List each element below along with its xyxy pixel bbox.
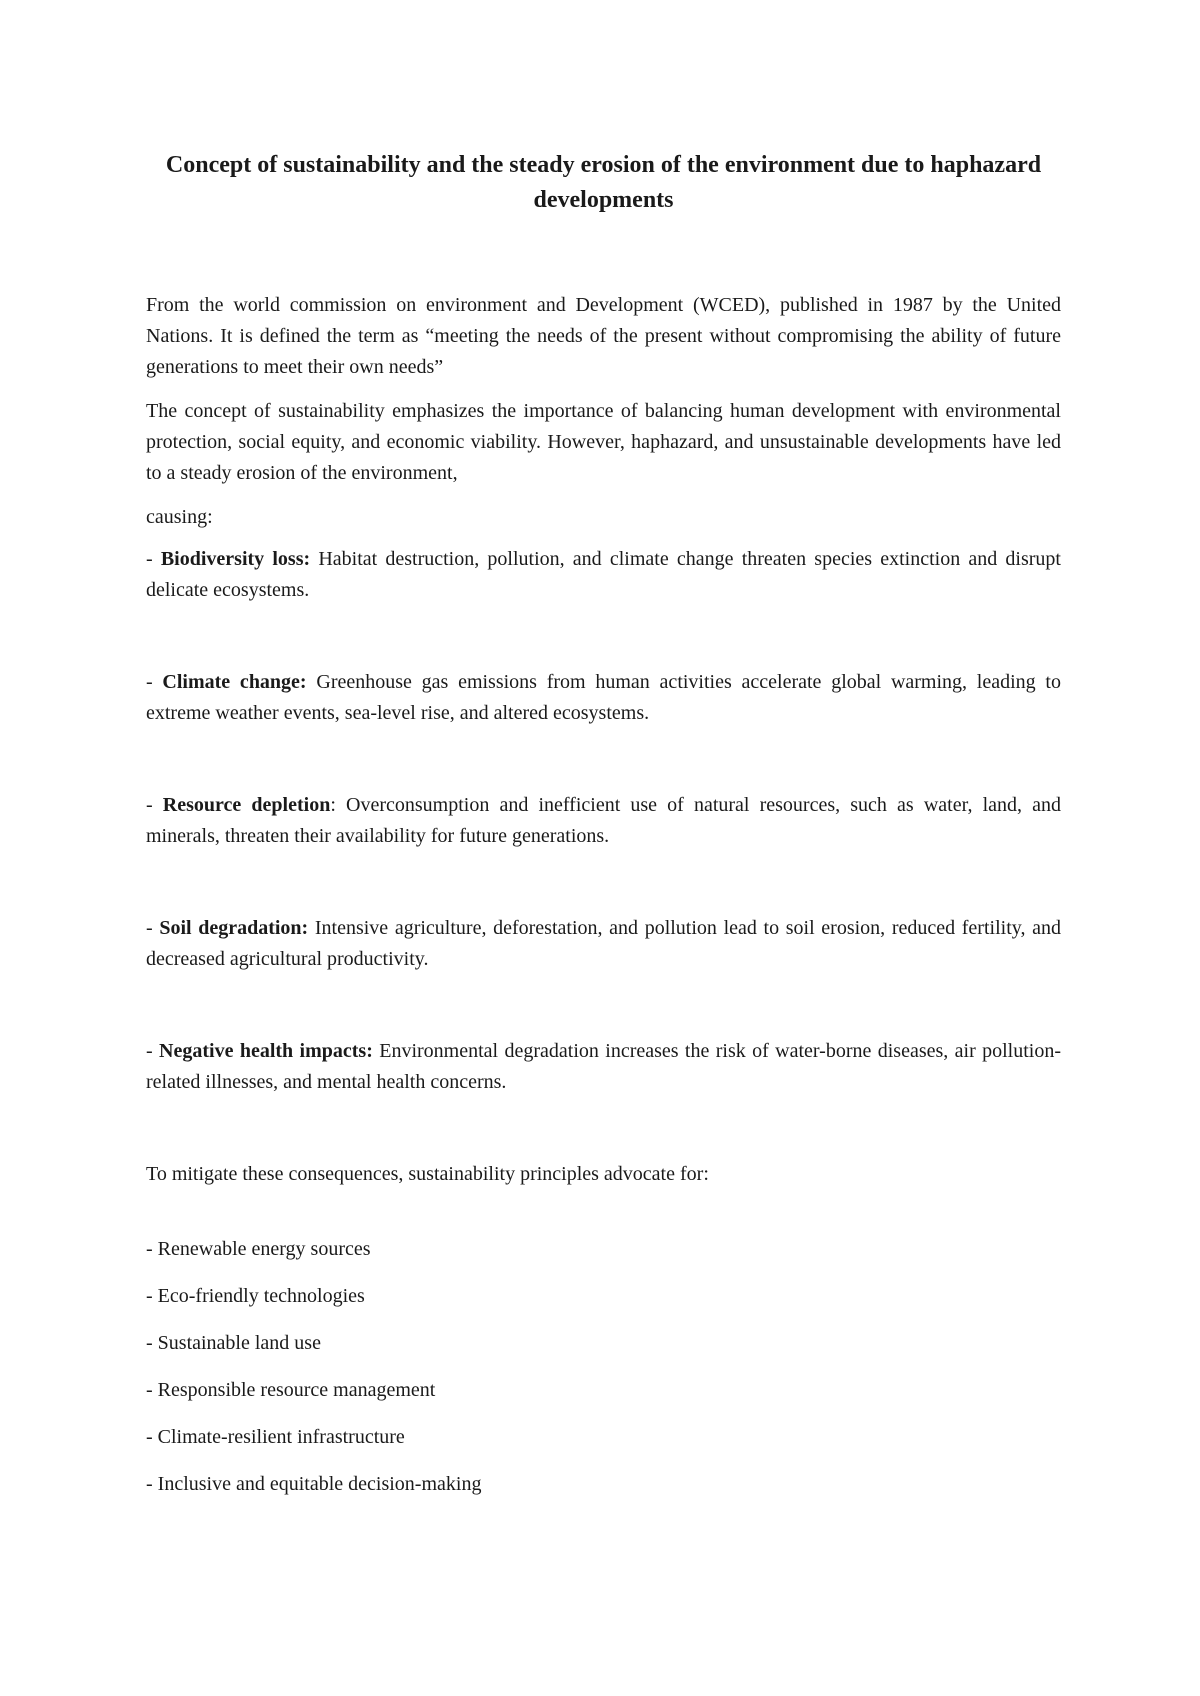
impact-text: Environmental degradation increases the risk of water-borne diseases, air pollution-related illnesses, and mental health concerns. [146,1040,1061,1093]
impact-biodiversity [146,544,1061,606]
causing-label: causing: [146,506,213,528]
list-item: - Sustainable land use [146,1332,321,1354]
impact-soil [146,913,1061,975]
document-page [146,140,1061,1516]
list-item: - Eco-friendly technologies [146,1285,365,1307]
impact-text: Habitat destruction, pollution, and climate change threaten species extinction and disrupt delicate ecosystems. [146,548,1061,601]
impact-climate [146,667,1061,729]
page-title: Concept of sustainability and the steady erosion of the environment due to haphazard developments [165,152,1042,213]
impact-term: Soil degradation: [159,917,309,939]
impact-health [146,1036,1061,1098]
impact-term: Resource depletion [162,794,331,816]
impact-term: Biodiversity loss: [160,548,311,570]
list-item: - Responsible resource management [146,1379,436,1401]
impact-text: : Overconsumption and inefficient use of natural resources, such as water, land, and minerals, threaten their availability for future generations. [146,794,1061,847]
impact-term: Negative health impacts: [159,1040,373,1062]
impact-prefix: - [146,794,163,816]
impact-prefix: - [146,671,163,693]
intro-paragraph: From the world commission on environment and Development (WCED), published in 1987 by the United Nations. It is defined the term as “meeting the needs of the present without compromising the ability of future generations to meet their own needs” [146,294,1061,378]
actions-list [146,1234,1061,1500]
impact-prefix: - [146,1040,160,1062]
list-item: - Renewable energy sources [146,1238,371,1260]
mitigate-paragraph: To mitigate these consequences, sustainability principles advocate for: [146,1163,709,1185]
impact-text: Greenhouse gas emissions from human activities accelerate global warming, leading to extreme weather events, sea-level rise, and altered ecosystems. [146,671,1061,724]
impact-text: Intensive agriculture, deforestation, and pollution lead to soil erosion, reduced fertility, and decreased agricultural productivity. [146,917,1061,970]
impact-prefix: - [146,548,161,570]
impact-term: Climate change: [162,671,307,693]
sustainability-paragraph: The concept of sustainability emphasizes the importance of balancing human development with environmental protection, social equity, and economic viability. However, haphazard, and unsustainable developments have led to a steady erosion of the environment, [146,400,1061,484]
list-item: - Inclusive and equitable decision-making [146,1473,482,1495]
impact-resource [146,790,1061,852]
impact-prefix: - [146,917,160,939]
list-item: - Climate-resilient infrastructure [146,1426,405,1448]
